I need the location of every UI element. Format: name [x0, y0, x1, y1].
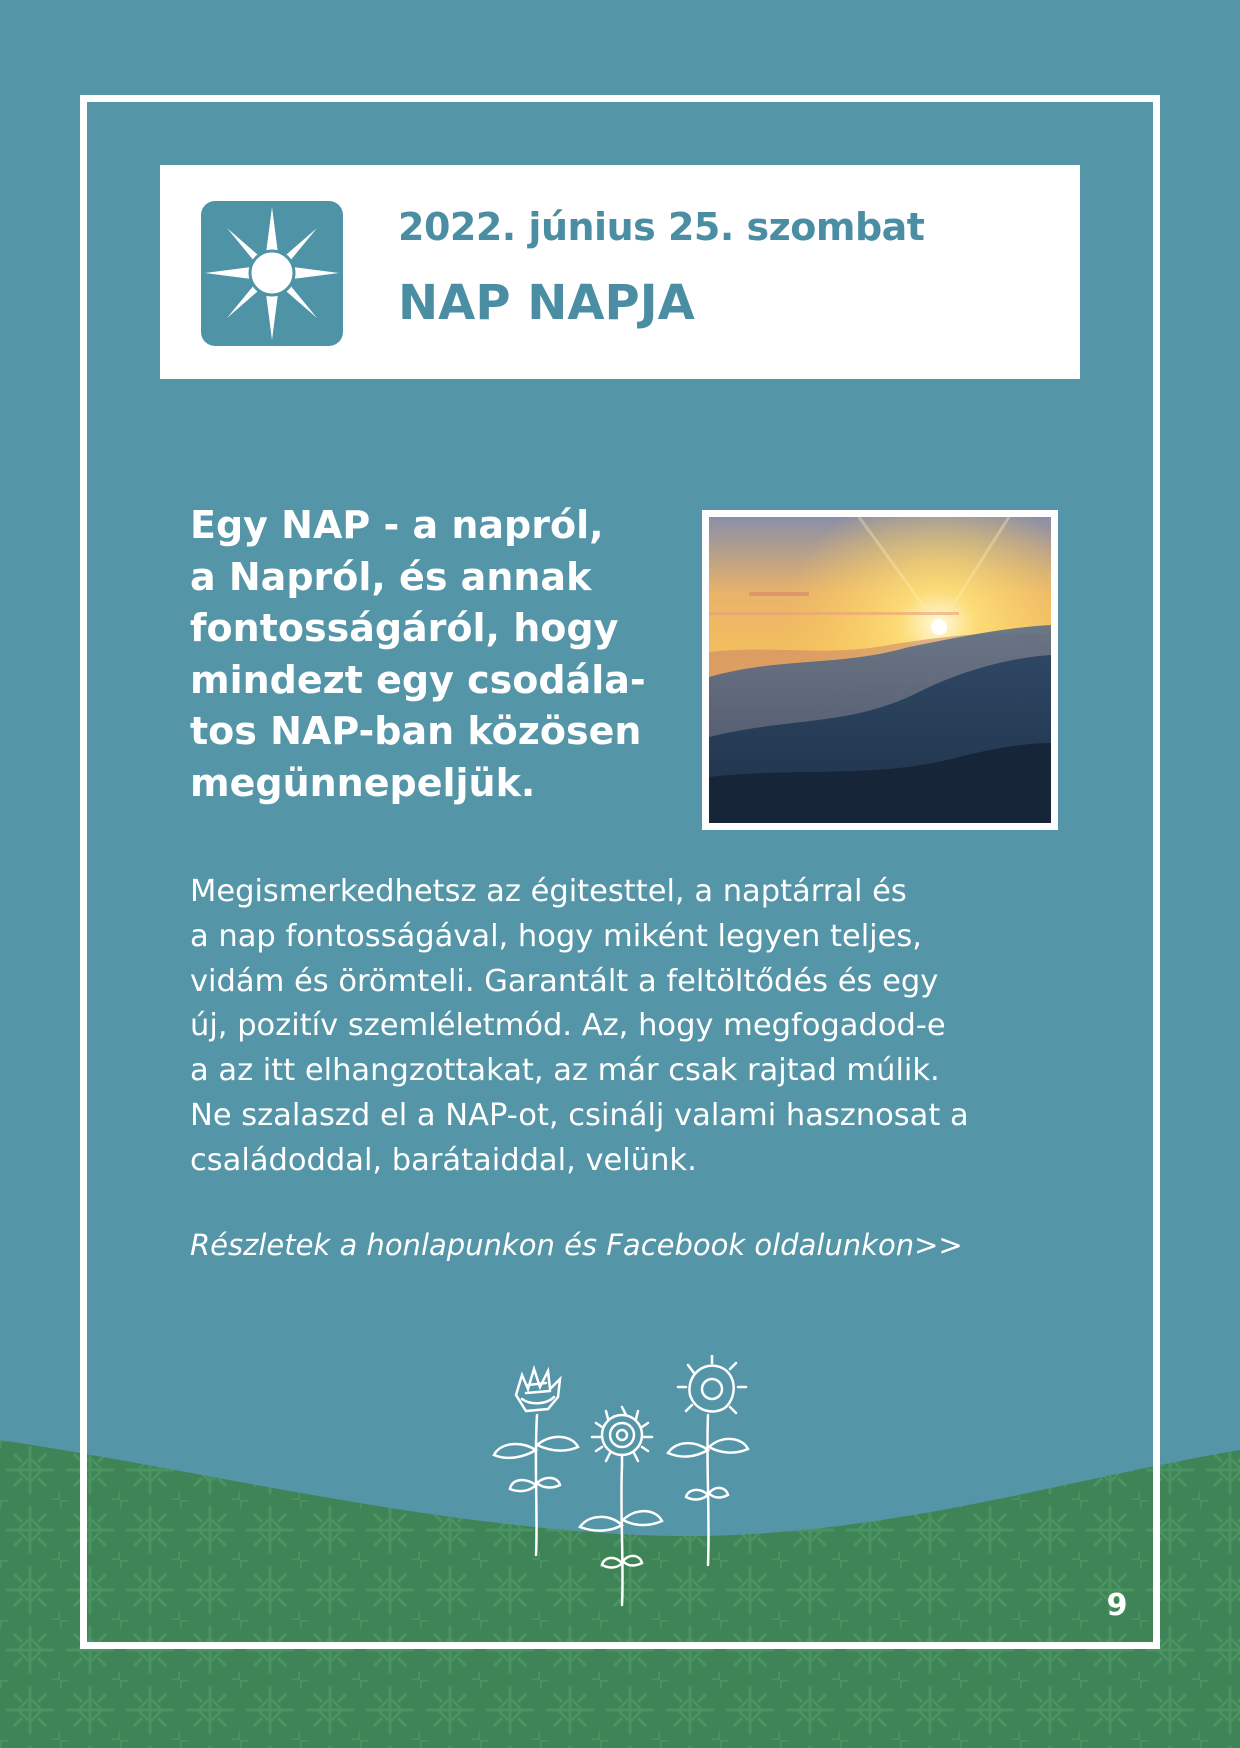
body-paragraph: [190, 870, 1090, 1184]
body-line: új, pozitív szemléletmód. Az, hogy megfogadod-e: [190, 1008, 946, 1044]
lead-line: fontosságáról, hogy: [190, 606, 619, 650]
lead-paragraph: [190, 500, 670, 809]
lead-line: a Napról, és annak: [190, 554, 592, 599]
event-title: NAP NAPJA: [398, 275, 695, 331]
lead-line: mindezt egy csodála-: [190, 657, 646, 702]
lead-line: tos NAP-ban közösen: [190, 709, 642, 753]
body-line: Ne szalaszd el a NAP-ot, csinálj valami hasznosat a: [190, 1097, 969, 1133]
body-line: a nap fontosságával, hogy miként legyen teljes,: [190, 918, 922, 954]
body-line: vidám és örömteli. Garantált a feltöltődés és egy: [190, 963, 939, 999]
header-card: [160, 165, 1080, 379]
event-date: 2022. június 25. szombat: [398, 205, 925, 249]
sun-icon: [201, 201, 343, 346]
page-number: 9: [1106, 1588, 1128, 1623]
sunrise-over-mountains-photo: [702, 510, 1058, 830]
body-line: a az itt elhangzottakat, az már csak rajtad múlik.: [190, 1053, 940, 1089]
lead-line: megünnepeljük.: [190, 760, 536, 805]
body-line: családoddal, barátaiddal, velünk.: [190, 1142, 697, 1178]
lead-line: Egy NAP - a napról,: [190, 503, 604, 547]
body-line: Megismerkedhetsz az égitesttel, a naptárral és: [190, 874, 907, 909]
details-link[interactable]: Részletek a honlapunkon és Facebook oldalunkon>>: [190, 1228, 963, 1262]
sunflowers-icon: [480, 1355, 760, 1615]
